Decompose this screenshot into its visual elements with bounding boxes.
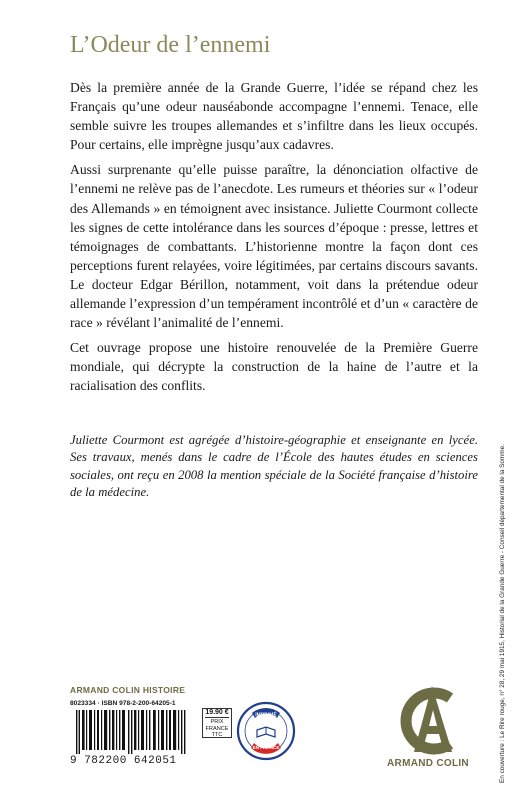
armand-colin-logo <box>392 680 472 770</box>
badge-top-text: IMPRIMÉ <box>255 712 277 719</box>
price-label-2: FRANCE <box>205 725 229 732</box>
barcode-block <box>70 700 198 768</box>
cover-credit: En couverture : Le Rire rouge, n° 28, 29 mai 1915, Historial de la Grande Guerre - Conseil départemental de la Somme. <box>499 444 506 783</box>
author-bio: Juliette Courmont est agrégée d’histoire-géographie et enseignante en lycée. Ses travaux, menés dans le cadre de l’École des hautes études en sciences sociales, ont reçu en 2008 la mention spéciale de la Société française d’histoire de la médecine. <box>70 433 478 500</box>
price-box <box>202 708 232 738</box>
isbn-line: 8023334 · ISBN 978-2-200-64205-1 <box>70 700 176 707</box>
badge-bottom-text: EN FRANCE <box>252 745 280 750</box>
barcode-icon <box>70 710 196 754</box>
back-cover-blurb <box>70 78 478 402</box>
book-title: L’Odeur de l’ennemi <box>70 32 271 58</box>
blurb-paragraph-2: Aussi surprenante qu’elle puisse paraître, la dénonciation olfactive de l’ennemi ne relève pas de l’anecdote. Les rumeurs et théories sur « l’odeur des Allemands » en témoignent avec insistance. Juliette Courmont collecte les signes de cette intolérance dans les sources d’époque : presse, lettres et témoignages de combattants. L’historienne montre la façon dont ces perceptions furent relayées, voire légitimées, par certains discours savants. Le docteur Edgar Bérillon, notamment, voit dans la prétendue odeur allemande l’expression d’un tempérament incontrôlé et d’un « caractère de race » révélant l’animalité de l’ennemi. <box>70 162 478 331</box>
price-label-3: TTC <box>211 732 223 739</box>
publisher-name: ARMAND COLIN <box>387 758 469 769</box>
price-label-1: PRIX <box>210 719 224 726</box>
blurb-paragraph-1: Dès la première année de la Grande Guerre, l’idée se répand chez les Français qu’une odeur nauséabonde accompagne l’ennemi. Tenace, elle semble suivre les troupes allemandes et s’infiltre dans les lieux occupés. Pour certains, elle imprègne jusqu’aux cadavres. <box>70 80 478 153</box>
blurb-paragraph-3: Cet ouvrage propose une histoire renouvelée de la Première Guerre mondiale, qui décrypte la construction de la haine de l’autre et la racialisation des conflits. <box>70 340 478 394</box>
barcode-digits: 9 782200 642051 <box>70 755 177 767</box>
imprime-en-france-badge-icon <box>235 700 297 762</box>
price-value: 19.90 € <box>205 710 229 718</box>
collection-name: ARMAND COLIN HISTOIRE <box>70 685 186 695</box>
